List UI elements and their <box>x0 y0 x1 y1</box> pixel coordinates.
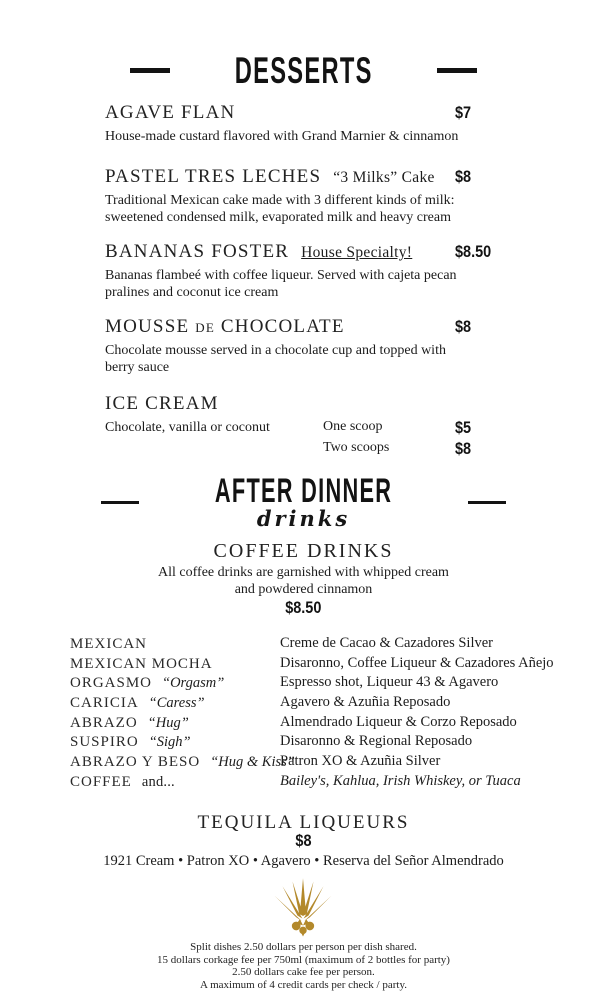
footer-note-line: 2.50 dollars cake fee per person. <box>232 966 375 979</box>
tequila-liqueurs-price <box>0 831 607 851</box>
item-price: $8 <box>455 317 472 336</box>
item-name: MOUSSE de CHOCOLATE <box>105 316 345 337</box>
drink-translation: “Sigh” <box>148 734 191 751</box>
coffee-drinks-heading <box>0 540 607 563</box>
desserts-header <box>0 52 607 89</box>
item-description: berry sauce <box>105 360 170 376</box>
drink-ingredients: Creme de Cacao & Cazadores Silver <box>280 635 493 651</box>
footer-note-line: Split dishes 2.50 dollars per person per dish shared. <box>190 941 417 953</box>
drink-ingredients: Espresso shot, Liqueur 43 & Agavero <box>280 674 499 691</box>
item-description: House-made custard flavored with Grand Marnier & cinnamon <box>105 128 459 144</box>
scoop-option-label: One scoop <box>323 419 383 434</box>
menu-item-mousse-de-chocolate <box>105 317 501 377</box>
drink-name: MEXICAN <box>70 636 147 652</box>
agave-logo <box>272 876 334 940</box>
item-subtitle: “3 Milks” Cake <box>333 169 435 186</box>
drink-row-coffee-and <box>70 773 590 793</box>
agave-logo-icon <box>272 876 334 940</box>
drink-name: ABRAZO Y BESO <box>70 754 201 771</box>
drink-row-mexican <box>70 635 590 655</box>
header-underscore-left <box>101 501 139 504</box>
item-description: pralines and coconut ice cream <box>105 285 279 301</box>
drink-row-abrazo-y-beso <box>70 753 590 773</box>
item-name: AGAVE FLAN <box>105 102 236 123</box>
tequila-liqueurs-list <box>0 852 607 870</box>
tequila-brands: 1921 Cream • Patron XO • Agavero • Reserva del Señor Almendrado <box>103 853 504 869</box>
menu-item-ice-cream <box>105 393 501 458</box>
item-description: Traditional Mexican cake made with 3 different kinds of milk: <box>105 192 455 208</box>
drink-name: SUSPIRO <box>70 734 139 751</box>
item-price: $7 <box>455 103 472 122</box>
coffee-drinks-title: COFFEE DRINKS <box>213 540 394 562</box>
menu-item-bananas-foster <box>105 242 501 302</box>
page-title: DESSERTS <box>234 50 373 91</box>
drink-row-abrazo <box>70 714 590 734</box>
item-name: ICE CREAM <box>105 393 219 414</box>
scoop-option-label: Two scoops <box>323 440 390 455</box>
drink-ingredients: Agavero & Azuñia Reposado <box>280 694 451 711</box>
drink-translation: “Hug” <box>147 714 189 731</box>
after-dinner-header <box>0 474 607 508</box>
scoop-option-price: $8 <box>455 439 472 458</box>
menu-item-pastel-tres-leches <box>105 167 501 227</box>
item-description: sweetened condensed milk, evaporated milk and heavy cream <box>105 210 451 226</box>
drink-ingredients: Disaronno & Regional Reposado <box>280 733 473 750</box>
header-underscore-right <box>468 501 506 504</box>
coffee-note-line: All coffee drinks are garnished with whipped cream <box>158 565 449 580</box>
drink-row-suspiro <box>70 733 590 753</box>
coffee-price-value: $8.50 <box>285 598 322 617</box>
drink-name: MEXICAN MOCHA <box>70 655 213 672</box>
after-dinner-subtitle: drinks <box>256 506 351 531</box>
item-price: $8 <box>455 167 472 186</box>
coffee-note-line: and powdered cinnamon <box>234 582 373 597</box>
drink-ingredients: Bailey's, Kahlua, Irish Whiskey, or Tuaca <box>280 772 521 789</box>
item-subtitle: House Specialty! <box>301 244 413 261</box>
header-dash-left <box>130 68 170 73</box>
drink-row-orgasmo <box>70 674 590 694</box>
drink-name: ORGASMO <box>70 675 153 692</box>
coffee-drinks-note <box>0 564 607 598</box>
item-name: BANANAS FOSTER <box>105 241 290 262</box>
drink-translation: “Caress” <box>148 695 205 712</box>
after-dinner-title: AFTER DINNER <box>214 472 393 510</box>
drink-name-suffix: and... <box>141 773 175 790</box>
coffee-drinks-price <box>0 598 607 618</box>
drink-name: COFFEE <box>70 773 132 790</box>
item-description: Bananas flambeé with coffee liqueur. Served with cajeta pecan <box>105 267 457 283</box>
drink-row-mexican-mocha <box>70 655 590 675</box>
drink-ingredients: Disaronno, Coffee Liqueur & Cazadores Añejo <box>280 654 554 671</box>
coffee-drinks-list <box>70 635 590 793</box>
drink-translation: “Hug & Kiss” <box>210 754 295 771</box>
item-price: $8.50 <box>455 242 492 261</box>
drink-translation: “Orgasm” <box>162 675 225 692</box>
tequila-liqueurs-title: TEQUILA LIQUEURS <box>197 812 410 833</box>
drink-name: CARICIA <box>70 695 139 712</box>
footer-note-line: 15 dollars corkage fee per 750ml (maximum of 2 bottles for party) <box>157 953 450 966</box>
item-description: Chocolate, vanilla or coconut <box>105 419 270 435</box>
drink-ingredients: Patron XO & Azuñia Silver <box>280 753 441 770</box>
drink-ingredients: Almendrado Liqueur & Corzo Reposado <box>280 713 517 730</box>
footer-notes <box>0 941 607 991</box>
drink-row-caricia <box>70 694 590 714</box>
menu-item-agave-flan <box>105 103 501 145</box>
item-name: PASTEL TRES LECHES <box>105 166 322 187</box>
drink-name: ABRAZO <box>70 714 138 731</box>
scoop-option-price: $5 <box>455 418 472 437</box>
item-description: Chocolate mousse served in a chocolate cup and topped with <box>105 342 446 358</box>
header-dash-right <box>437 68 477 73</box>
tequila-price-value: $8 <box>295 831 312 850</box>
footer-note-line: A maximum of 4 credit cards per check / party. <box>200 978 407 991</box>
